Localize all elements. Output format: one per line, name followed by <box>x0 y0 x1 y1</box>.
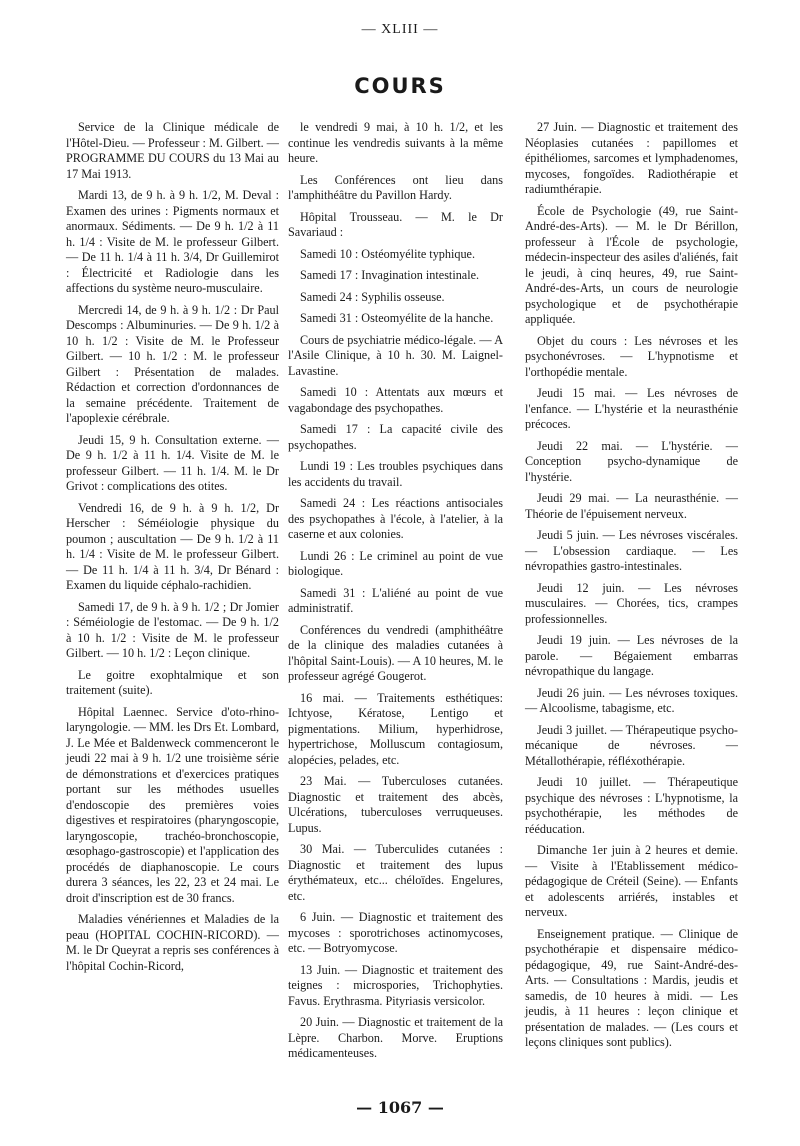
paragraph: Jeudi 15, 9 h. Consultation externe. — De 9 h. 1/2 à 11 h. 1/4. Visite de M. le professeur Gilbert. — 11 h. 1/4. M. le Dr Grivot : complications des otites. <box>66 432 279 493</box>
paragraph: Maladies vénériennes et Maladies de la peau (HOPITAL COCHIN-RICORD). — M. le Dr Queyrat a repris ses conférences à l'hôpital Cochin-Ricord, <box>66 912 279 973</box>
paragraph: Le goitre exophtalmique et son traitement (suite). <box>66 667 279 697</box>
paragraph: le vendredi 9 mai, à 10 h. 1/2, et les continue les vendredis suivants à la même heure. <box>288 120 503 165</box>
paragraph: Jeudi 12 juin. — Les névroses musculaires. — Chorées, tics, crampes professionnelles. <box>525 580 738 626</box>
paragraph: Samedi 10 : Ostéomyélite typhique. <box>300 246 475 261</box>
paragraph: Mardi 13, de 9 h. à 9 h. 1/2, M. Deval : Examen des urines : Pigments normaux et anormaux. Sédiments. — De 9 h. 1/2 à 11 h. 1/4 : Visite de M. le professeur Gilbert. — De 11 h. 1/4 à 11 h. 3/4, Dr Guillemirot : Électricité et Radiologie dans les affections du système neuro-musculaire. <box>66 188 279 295</box>
paragraph: Samedi 31 : L'aliéné au point de vue administratif. <box>288 585 503 615</box>
paragraph: Hôpital Laennec. Service d'oto-rhino-laryngologie. — MM. les Drs Et. Lombard, J. Le Mée et Baldenweck commenceront le jeudi 22 mai à 9 h. 1/2 une troisième série de démonstrations et d'exercices pratiques portant sur les méthodes usuelles d'endoscopie des premières voies digestives et respiratoires (pharyngoscopie, laryngoscopie, trachéo-bronchoscopie, œsophago-gastroscopie) et l'application des procédés de diaphanoscopie. Le cours durera 3 séances, les 22, 23 et 24 mai. Le droit d'inscription est de 30 francs. <box>66 704 279 905</box>
paragraph: 20 Juin. — Diagnostic et traitement de la Lèpre. Charbon. Morve. Eruptions médicamenteuses. <box>288 1015 503 1060</box>
paragraph: Samedi 24 : Syphilis osseuse. <box>300 289 445 304</box>
page-number: — 1067 — <box>356 1098 444 1117</box>
paragraph: Jeudi 10 juillet. — Thérapeutique psychique des névroses : L'hypnotisme, la psychothérapie, les méthodes de rééducation. <box>525 775 738 836</box>
column-middle <box>288 120 503 1068</box>
paragraph: Jeudi 19 juin. — Les névroses de la parole. — Bégaiement embarras névropathique du langage. <box>525 633 738 678</box>
roman-page-folio: — XLIII — <box>361 22 439 37</box>
paragraph: École de Psychologie (49, rue Saint-André-des-Arts). — M. le Dr Bérillon, professeur à l'École de psychologie, médecin-inspecteur des asiles d'aliénés, fait le jeudi, à cinq heures, 49, rue Saint-André-des-Arts, un cours de neurologie psychologique et de psychothérapie appliquée. <box>525 203 738 326</box>
page-title: COURS <box>354 74 446 98</box>
paragraph: 13 Juin. — Diagnostic et traitement des teignes : microspories, Trichophyties. Favus. Erythrasma. Pityriasis versicolor. <box>288 962 503 1008</box>
paragraph: Service de la Clinique médicale de l'Hôtel-Dieu. — Professeur : M. Gilbert. — PROGRAMME DU COURS du 13 Mai au 17 Mai 1913. <box>66 120 279 181</box>
paragraph: Cours de psychiatrie médico-légale. — A l'Asile Clinique, à 10 h. 30. M. Laignel-Lavastine. <box>288 332 503 378</box>
paragraph: Hôpital Trousseau. — M. le Dr Savariaud : <box>288 209 503 239</box>
paragraph: Dimanche 1er juin à 2 heures et demie. — Visite à l'Etablissement médico-pédagogique de Créteil (Seine). — Enfants et adolescents arriérés, instables et nerveux. <box>525 843 738 919</box>
paragraph: Lundi 26 : Le criminel au point de vue biologique. <box>288 548 503 578</box>
paragraph: Conférences du vendredi (amphithéâtre de la clinique des maladies cutanées à l'hôpital Saint-Louis). — A 10 heures, M. le professeur agrégé Gougerot. <box>288 622 503 683</box>
paragraph: Samedi 31 : Osteomyélite de la hanche. <box>300 311 494 325</box>
paragraph: Jeudi 3 juillet. — Thérapeutique psycho-mécanique de névroses. — Métallothérapie, réfléxothérapie. <box>525 722 738 768</box>
paragraph: 30 Mai. — Tuberculides cutanées : Diagnostic et traitement des lupus érythémateux, etc... chéloïdes. Engelures, etc. <box>288 842 503 903</box>
paragraph: Samedi 10 : Attentats aux mœurs et vagabondage des psychopathes. <box>288 385 503 415</box>
paragraph: Samedi 17 : La capacité civile des psychopathes. <box>288 422 503 452</box>
paragraph: 27 Juin. — Diagnostic et traitement des Néoplasies cutanées : papillomes et épithéliomes, sarcomes et lymphadenomes, mycoses, fongoïdes. Radiothérapie et radiumthérapie. <box>525 120 738 196</box>
paragraph: Jeudi 15 mai. — Les névroses de l'enfance. — L'hystérie et la neurasthénie précoces. <box>525 386 738 431</box>
paragraph: Vendredi 16, de 9 h. à 9 h. 1/2, Dr Herscher : Séméiologie physique du poumon ; auscultation — De 9 h. 1/2 à 11 h. 1/4 : Visite de M. le professeur Gilbert. — De 11 h. 1/4 à 11 h. 3/4, Dr Bénard : Examen du liquide céphalo-rachidien. <box>66 500 279 592</box>
paragraph: 6 Juin. — Diagnostic et traitement des mycoses : sporotrichoses actinomycoses, etc. — Botryomycose. <box>288 910 503 955</box>
column-left <box>66 120 279 980</box>
paragraph: Samedi 24 : Les réactions antisociales des psychopathes à l'école, à l'atelier, à la caserne et aux colonies. <box>288 496 503 541</box>
paragraph: Samedi 17 : Invagination intestinale. <box>300 268 480 282</box>
column-right <box>525 120 738 1057</box>
paragraph: Samedi 17, de 9 h. à 9 h. 1/2 ; Dr Jomier : Séméiologie de l'estomac. — De 9 h. 1/2 à 10 h. 1/2 : Visite de M. le professeur Gilbert. — 10 h. 1/2 : Leçon clinique. <box>66 599 279 660</box>
paragraph: Jeudi 29 mai. — La neurasthénie. — Théorie de l'épuisement nerveux. <box>525 491 738 521</box>
paragraph: 23 Mai. — Tuberculoses cutanées. Diagnostic et traitement des abcès, Ulcérations, tuberculoses verruqueuses. Lupus. <box>288 774 503 835</box>
paragraph: Mercredi 14, de 9 h. à 9 h. 1/2 : Dr Paul Descomps : Albuminuries. — De 9 h. 1/2 à 10 h. 1/2 : Visite de M. le Professeur Gilbert. — 10 h. 1/2 : M. le professeur Gilbert : Présentation de malades. Rédaction et correction d'ordonnances de la semaine précédente. Traitement de l'apoplexie cérébrale. <box>66 302 279 425</box>
paragraph: Objet du cours : Les névroses et les psychonévroses. — L'hypnotisme et l'orthopédie mentale. <box>525 333 738 379</box>
paragraph: Les Conférences ont lieu dans l'amphithéâtre du Pavillon Hardy. <box>288 172 503 202</box>
paragraph: Enseignement pratique. — Clinique de psychothérapie et dispensaire médico-pédagogique, 49, rue Saint-André-des-Arts. — Consultations : Mardis, jeudis et samedis, de 10 heures à midi. — Les jeudis, à 11 heures : leçon clinique et présentation de malades. — (Les cours et leçons cliniques sont publics). <box>525 926 738 1049</box>
paragraph: Jeudi 22 mai. — L'hystérie. — Conception psycho-dynamique de l'hystérie. <box>525 438 738 484</box>
paragraph: Jeudi 26 juin. — Les névroses toxiques. — Alcoolisme, tabagisme, etc. <box>525 685 738 715</box>
paragraph: Lundi 19 : Les troubles psychiques dans les accidents du travail. <box>288 459 503 489</box>
paragraph: 16 mai. — Traitements esthétiques: Ichtyose, Kératose, Lentigo et pigmentations. Milium, hyperhidrose, hypertrichose, Molluscum contagiosum, alopécies, pelades, etc. <box>288 690 503 767</box>
paragraph: Jeudi 5 juin. — Les névroses viscérales. — L'obsession cardiaque. — Les névropathies gastro-intestinales. <box>525 528 738 573</box>
